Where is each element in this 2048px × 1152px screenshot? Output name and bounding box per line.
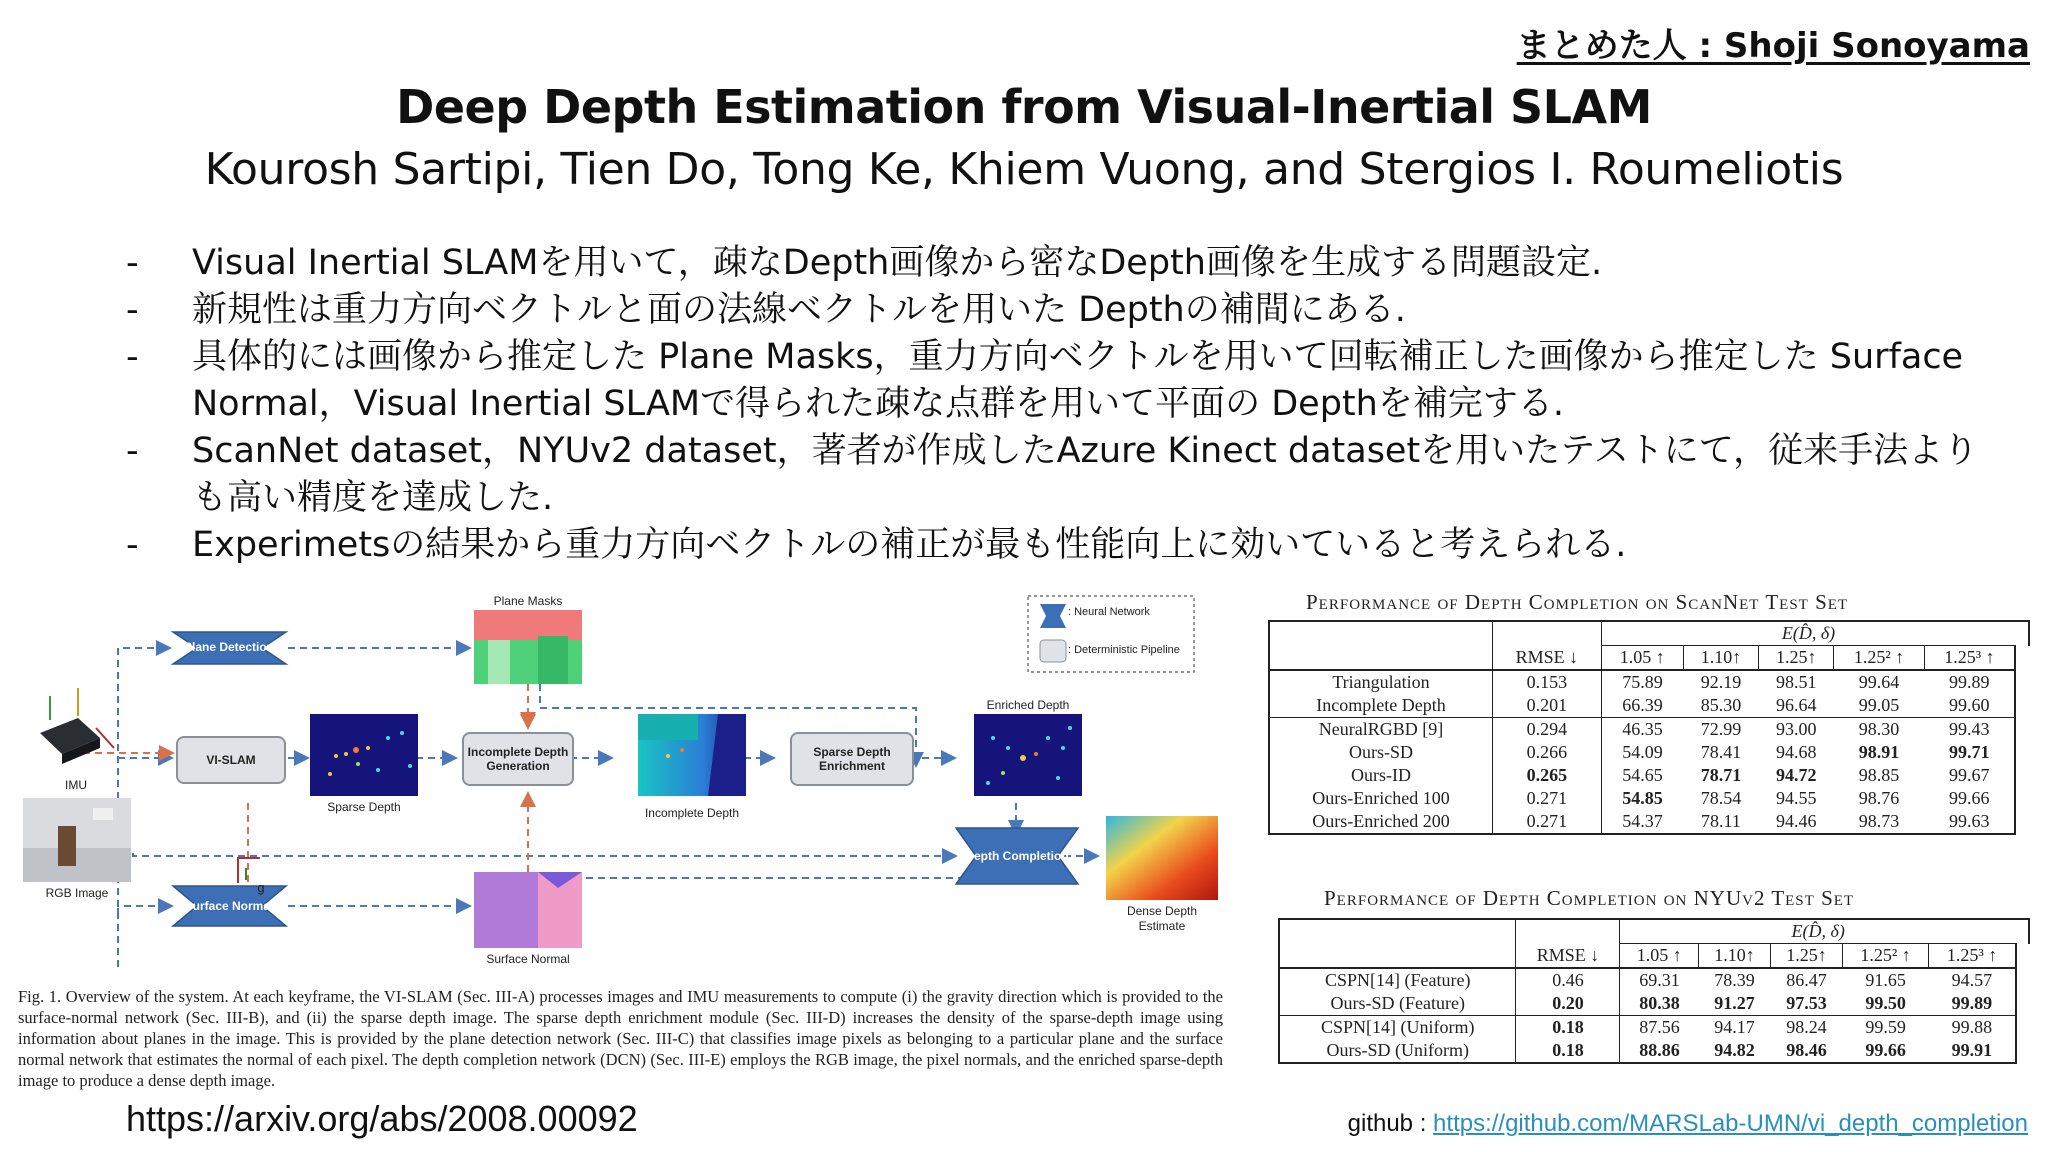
paper-authors: Kourosh Sartipi, Tien Do, Tong Ke, Khiem Vuong, and Stergios I. Roumeliotis bbox=[204, 144, 1844, 195]
value-cell: 54.09 bbox=[1601, 741, 1683, 764]
value-cell: 78.71 bbox=[1700, 765, 1742, 785]
table-row bbox=[1269, 810, 2029, 834]
value-cell: 94.72 bbox=[1775, 765, 1817, 785]
value-cell: 96.64 bbox=[1775, 695, 1817, 715]
value-cell: 0.266 bbox=[1492, 741, 1601, 764]
method-cell: Ours-ID bbox=[1269, 764, 1492, 787]
bullet-item: - Visual Inertial SLAMを用いて，疎なDepth画像から密なDepth画像を生成する問題設定. bbox=[126, 240, 2006, 287]
table-row bbox=[1269, 787, 2029, 810]
value-cell: 54.37 bbox=[1601, 810, 1683, 834]
col-header: 1.25² ↑ bbox=[1842, 944, 1928, 969]
value-cell: 75.89 bbox=[1601, 670, 1683, 694]
nyu-table bbox=[1278, 918, 2030, 1064]
rgb-image bbox=[23, 798, 131, 882]
value-cell: 99.63 bbox=[1924, 810, 2015, 834]
method-cell: Incomplete Depth bbox=[1269, 694, 1492, 718]
sparse-depth-image bbox=[310, 714, 418, 796]
value-cell: 98.91 bbox=[1858, 742, 1900, 762]
col-header: 1.25² ↑ bbox=[1834, 646, 1924, 671]
table-row bbox=[1269, 741, 2029, 764]
value-cell: 98.51 bbox=[1775, 672, 1817, 692]
plane-detection-label: Plane Detection bbox=[183, 640, 275, 654]
system-overview-figure bbox=[18, 588, 1228, 968]
value-cell: 78.41 bbox=[1700, 742, 1742, 762]
method-cell: Ours-Enriched 200 bbox=[1269, 810, 1492, 834]
paper-title: Deep Depth Estimation from Visual-Inertial SLAM bbox=[396, 80, 1652, 134]
sparse-depth-label: Sparse Depth bbox=[327, 800, 401, 814]
table-row bbox=[1269, 694, 2029, 718]
value-cell: 91.65 bbox=[1865, 970, 1906, 990]
method-cell: Ours-SD bbox=[1269, 741, 1492, 764]
value-cell: 0.271 bbox=[1492, 787, 1601, 810]
summary-bullets bbox=[126, 240, 2006, 569]
value-cell: 98.85 bbox=[1858, 765, 1900, 785]
value-cell: 99.64 bbox=[1858, 672, 1900, 692]
value-cell: 0.271 bbox=[1492, 810, 1601, 834]
plane-masks-label: Plane Masks bbox=[493, 594, 563, 608]
gravity-label: g bbox=[257, 880, 265, 895]
value-cell: 0.20 bbox=[1516, 992, 1620, 1016]
value-cell: 69.31 bbox=[1620, 968, 1699, 992]
value-cell: 99.88 bbox=[1929, 1016, 2016, 1040]
bullet-item: - Experimetsの結果から重力方向ベクトルの補正が最も性能向上に効いていると考えられる. bbox=[126, 522, 2006, 569]
bullet-item: - 新規性は重力方向ベクトルと面の法線ベクトルを用いた Depthの補間にある. bbox=[126, 287, 2006, 334]
value-cell: 94.55 bbox=[1775, 788, 1817, 808]
value-cell: 99.91 bbox=[1929, 1039, 2016, 1063]
surface-normal-network-label: Surface Normal bbox=[184, 899, 274, 913]
value-cell: 78.54 bbox=[1700, 788, 1742, 808]
value-cell: 99.66 bbox=[1924, 787, 2015, 810]
dense-depth-label: Dense Depth Estimate bbox=[1126, 904, 1198, 933]
value-cell: 99.66 bbox=[1842, 1039, 1928, 1063]
author-credit: まとめた人 : Shoji Sonoyama bbox=[1516, 26, 2030, 66]
value-cell: 91.27 bbox=[1714, 993, 1755, 1013]
figure-caption: Fig. 1. Overview of the system. At each keyframe, the VI-SLAM (Sec. III-A) processes images and IMU measurements to compute (i) the gravity direction which is provided to the surface-normal network (Sec. III-B), and (ii) the sparse depth image. The sparse depth enrichment module (Sec. III-D) increases the density of the sparse-depth image using information about planes in the image. This is provided by the plane detection network (Sec. III-C) that classifies image pixels as belonging to a particular plane and the surface normal network that estimates the normal of each pixel. The depth completion network (DCN) (Sec. III-E) employs the RGB image, the pixel normals, and the enriched sparse-depth image to produce a dense depth image. bbox=[18, 987, 1223, 1090]
value-cell: 99.89 bbox=[1929, 992, 2016, 1016]
value-cell: 98.30 bbox=[1834, 718, 1924, 742]
value-cell: 0.153 bbox=[1492, 670, 1601, 694]
bullet-item: - ScanNet dataset，NYUv2 dataset，著者が作成したAzure Kinect datasetを用いたテストにて，従来手法よりも高い精度を達成した. bbox=[126, 428, 2006, 522]
legend-neural-network: : Neural Network bbox=[1068, 606, 1150, 618]
method-cell: CSPN[14] (Feature) bbox=[1279, 968, 1516, 992]
method-cell: Ours-Enriched 100 bbox=[1269, 787, 1492, 810]
value-cell: 98.24 bbox=[1770, 1016, 1842, 1040]
value-cell: 98.76 bbox=[1858, 788, 1900, 808]
value-cell: 72.99 bbox=[1683, 718, 1758, 742]
value-cell: 86.47 bbox=[1786, 970, 1827, 990]
sparse-depth-enrichment-node: Sparse Depth Enrichment bbox=[790, 732, 914, 786]
table-row bbox=[1269, 670, 2029, 694]
incomplete-depth-image bbox=[638, 714, 746, 796]
table-row bbox=[1279, 992, 2029, 1016]
dense-depth-image bbox=[1106, 816, 1218, 900]
col-header: 1.05 ↑ bbox=[1601, 646, 1683, 671]
value-cell: 99.60 bbox=[1924, 694, 2015, 718]
value-cell: 0.265 bbox=[1492, 764, 1601, 787]
arxiv-link[interactable]: https://arxiv.org/abs/2008.00092 bbox=[126, 1098, 638, 1139]
depth-completion-label: Depth Completion bbox=[965, 849, 1069, 863]
value-cell: 98.73 bbox=[1834, 810, 1924, 834]
value-cell: 0.201 bbox=[1492, 694, 1601, 718]
github-label: github : bbox=[1347, 1110, 1434, 1137]
imu-label: IMU bbox=[65, 778, 87, 792]
github-reference bbox=[1348, 1110, 2028, 1138]
legend-deterministic-pipeline: : Deterministic Pipeline bbox=[1068, 644, 1180, 656]
value-cell: 54.85 bbox=[1601, 787, 1683, 810]
scannet-table bbox=[1268, 620, 2030, 835]
method-cell: NeuralRGBD [9] bbox=[1269, 718, 1492, 742]
value-cell: 99.67 bbox=[1924, 764, 2015, 787]
enriched-depth-label: Enriched Depth bbox=[986, 698, 1070, 712]
col-header: RMSE ↓ bbox=[1492, 646, 1601, 671]
value-cell: 99.43 bbox=[1924, 718, 2015, 742]
surface-normal-label: Surface Normal bbox=[486, 952, 570, 966]
bullet-text: 具体的には画像から推定した Plane Masks，重力方向ベクトルを用いて回転補正した画像から推定した Surface Normal，Visual Inertial SLAMで得られた疎な点群を用いて平面の Depthを補完する. bbox=[192, 337, 1964, 424]
col-header: 1.10↑ bbox=[1683, 646, 1758, 671]
rgb-image-label: RGB Image bbox=[45, 886, 109, 900]
value-cell: 0.18 bbox=[1516, 1039, 1620, 1063]
col-header: 1.05 ↑ bbox=[1620, 944, 1699, 969]
table-row bbox=[1269, 764, 2029, 787]
value-cell: 85.30 bbox=[1700, 695, 1742, 715]
value-cell: 0.294 bbox=[1492, 718, 1601, 742]
value-cell: 46.35 bbox=[1601, 718, 1683, 742]
method-cell: Ours-SD (Feature) bbox=[1279, 992, 1516, 1016]
bullet-item: - 具体的には画像から推定した Plane Masks，重力方向ベクトルを用いて回転補正した画像から推定した Surface Normal，Visual Inertial SLAMで得られた疎な点群を用いて平面の Depthを補完する. bbox=[126, 334, 2006, 428]
value-cell: 0.46 bbox=[1516, 968, 1620, 992]
bullet-text: ScanNet dataset，NYUv2 dataset，著者が作成したAzure Kinect datasetを用いたテストにて，従来手法よりも高い精度を達成した. bbox=[192, 431, 1979, 518]
method-cell: CSPN[14] (Uniform) bbox=[1279, 1016, 1516, 1040]
github-link[interactable]: https://github.com/MARSLab-UMN/vi_depth_completion bbox=[1433, 1110, 2028, 1137]
table-row bbox=[1279, 1039, 2029, 1063]
plane-masks-image bbox=[474, 610, 582, 684]
table-row bbox=[1279, 968, 2029, 992]
bullet-text: 新規性は重力方向ベクトルと面の法線ベクトルを用いた Depthの補間にある. bbox=[192, 290, 1406, 330]
value-cell: 80.38 bbox=[1620, 992, 1699, 1016]
table-row bbox=[1269, 718, 2029, 742]
value-cell: 78.39 bbox=[1714, 970, 1755, 990]
value-cell: 93.00 bbox=[1759, 718, 1834, 742]
table-row bbox=[1279, 1016, 2029, 1040]
value-cell: 78.11 bbox=[1683, 810, 1758, 834]
col-header: 1.25↑ bbox=[1759, 646, 1834, 671]
imu-device bbox=[40, 688, 114, 764]
value-cell: 54.65 bbox=[1601, 764, 1683, 787]
value-cell: 98.46 bbox=[1770, 1039, 1842, 1063]
bullet-text: Experimetsの結果から重力方向ベクトルの補正が最も性能向上に効いていると考えられる. bbox=[192, 525, 1627, 565]
value-cell: 99.89 bbox=[1924, 670, 2015, 694]
value-cell: 94.57 bbox=[1929, 968, 2016, 992]
group-header: E(D̂, δ) bbox=[1620, 919, 2016, 944]
value-cell: 94.17 bbox=[1698, 1016, 1770, 1040]
value-cell: 87.56 bbox=[1620, 1016, 1699, 1040]
vi-slam-node: VI-SLAM bbox=[176, 736, 286, 784]
col-header: 1.25³ ↑ bbox=[1929, 944, 2016, 969]
value-cell: 66.39 bbox=[1601, 694, 1683, 718]
group-header: E(D̂, δ) bbox=[1601, 621, 2015, 646]
col-header: 1.25↑ bbox=[1770, 944, 1842, 969]
value-cell: 94.46 bbox=[1759, 810, 1834, 834]
scannet-table-title: Performance of Depth Completion on ScanNet Test Set bbox=[1306, 590, 1849, 614]
bullet-text: Visual Inertial SLAMを用いて，疎なDepth画像から密なDepth画像を生成する問題設定. bbox=[192, 243, 1603, 283]
value-cell: 97.53 bbox=[1786, 993, 1827, 1013]
value-cell: 94.82 bbox=[1698, 1039, 1770, 1063]
col-header: 1.10↑ bbox=[1698, 944, 1770, 969]
surface-normal-image bbox=[474, 872, 582, 948]
value-cell: 99.71 bbox=[1924, 741, 2015, 764]
enriched-depth-image bbox=[974, 714, 1082, 796]
value-cell: 0.18 bbox=[1516, 1016, 1620, 1040]
value-cell: 88.86 bbox=[1620, 1039, 1699, 1063]
value-cell: 99.59 bbox=[1842, 1016, 1928, 1040]
value-cell: 92.19 bbox=[1700, 672, 1742, 692]
value-cell: 99.05 bbox=[1858, 695, 1900, 715]
nyu-table-title: Performance of Depth Completion on NYUv2 Test Set bbox=[1324, 886, 1855, 910]
value-cell: 94.68 bbox=[1775, 742, 1817, 762]
col-header: RMSE ↓ bbox=[1516, 944, 1620, 969]
method-cell: Ours-SD (Uniform) bbox=[1279, 1039, 1516, 1063]
incomplete-depth-generation-node: Incomplete Depth Generation bbox=[462, 732, 574, 786]
incomplete-depth-label: Incomplete Depth bbox=[644, 806, 740, 820]
method-cell: Triangulation bbox=[1269, 670, 1492, 694]
value-cell: 99.50 bbox=[1865, 993, 1906, 1013]
col-header: 1.25³ ↑ bbox=[1924, 646, 2015, 671]
